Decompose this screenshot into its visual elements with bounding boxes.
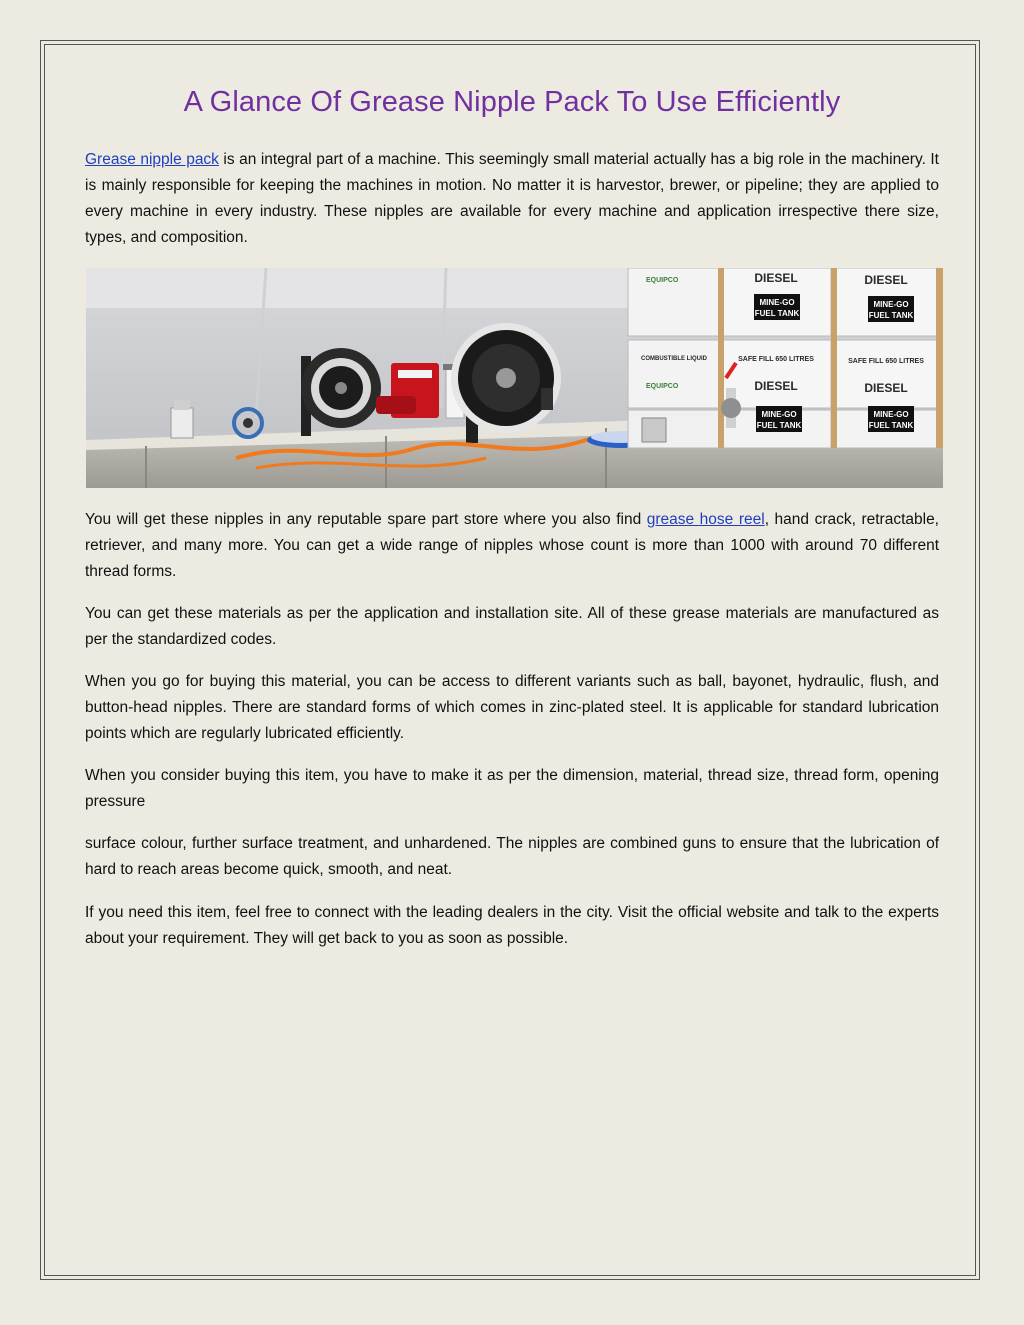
mine-go-label: MINE-GO [759, 298, 795, 307]
equipco-label: EQUIPCO [646, 277, 679, 284]
paragraph-standards: You can get these materials as per the application and installation site. All of these grease materials are manufactured as per the standardized codes. [85, 605, 939, 648]
mine-go-label: MINE-GO [761, 410, 797, 419]
mine-go-label: MINE-GO [873, 410, 909, 419]
grease-nipple-pack-link[interactable]: Grease nipple pack [85, 151, 219, 168]
paragraph-surface: surface colour, further surface treatment, and unhardened. The nipples are combined guns to ensure that the lubrication of hard to reach areas become quick, smooth, and neat. [85, 835, 939, 878]
diesel-label: DIESEL [754, 271, 798, 285]
fuel-tank-label: FUEL TANK [756, 421, 802, 430]
mine-go-label: MINE-GO [873, 300, 909, 309]
document-title: A Glance Of Grease Nipple Pack To Use Efficiently [183, 86, 841, 118]
product-photo [86, 268, 943, 488]
paragraph-availability-text-after: , hand crack, retractable, retriever, and many more. You can get a wide range of nipples whose count is more than 1000 with around 70 different thread forms. [85, 511, 939, 580]
diesel-label: DIESEL [754, 379, 798, 393]
safe-fill-label: SAFE FILL 650 LITRES [848, 358, 924, 365]
combustible-label: COMBUSTIBLE LIQUID [641, 356, 707, 362]
paragraph-intro [85, 147, 939, 251]
diesel-label: DIESEL [864, 381, 908, 395]
safe-fill-label: SAFE FILL 650 LITRES [738, 356, 814, 363]
paragraph-variants: When you go for buying this material, you can be access to different variants such as ball, bayonet, hydraulic, flush, and button-head nipples. There are standard forms of which comes in zinc-plated steel. It is applicable for standard lubrication points which are regularly lubricated efficiently. [85, 673, 939, 742]
tank-stack [628, 268, 943, 448]
paragraph-availability [85, 507, 939, 585]
fuel-tank-label: FUEL TANK [868, 311, 914, 320]
paragraph-buying-considerations: When you consider buying this item, you have to make it as per the dimension, material, thread size, thread form, opening pressure [85, 767, 939, 810]
fuel-tank-label: FUEL TANK [754, 309, 800, 318]
paragraph-availability-text-before: You will get these nipples in any reputable spare part store where you also find [85, 511, 647, 528]
paragraph-contact: If you need this item, feel free to connect with the leading dealers in the city. Visit the official website and talk to the experts about your requirement. They will get back to you as soon as possible. [85, 904, 939, 947]
equipco-label: EQUIPCO [646, 383, 679, 390]
fuel-tank-equipment-illustration [86, 268, 943, 488]
diesel-label: DIESEL [864, 273, 908, 287]
paragraph-intro-text: is an integral part of a machine. This seemingly small material actually has a big role in the machinery. It is mainly responsible for keeping the machines in motion. No matter it is harvestor, brewer, or pipeline; they are applied to every machine in every industry. These nipples are available for every machine and application irrespective there size, types, and composition. [85, 151, 939, 246]
fuel-tank-label: FUEL TANK [868, 421, 914, 430]
grease-hose-reel-link[interactable]: grease hose reel [646, 511, 765, 528]
